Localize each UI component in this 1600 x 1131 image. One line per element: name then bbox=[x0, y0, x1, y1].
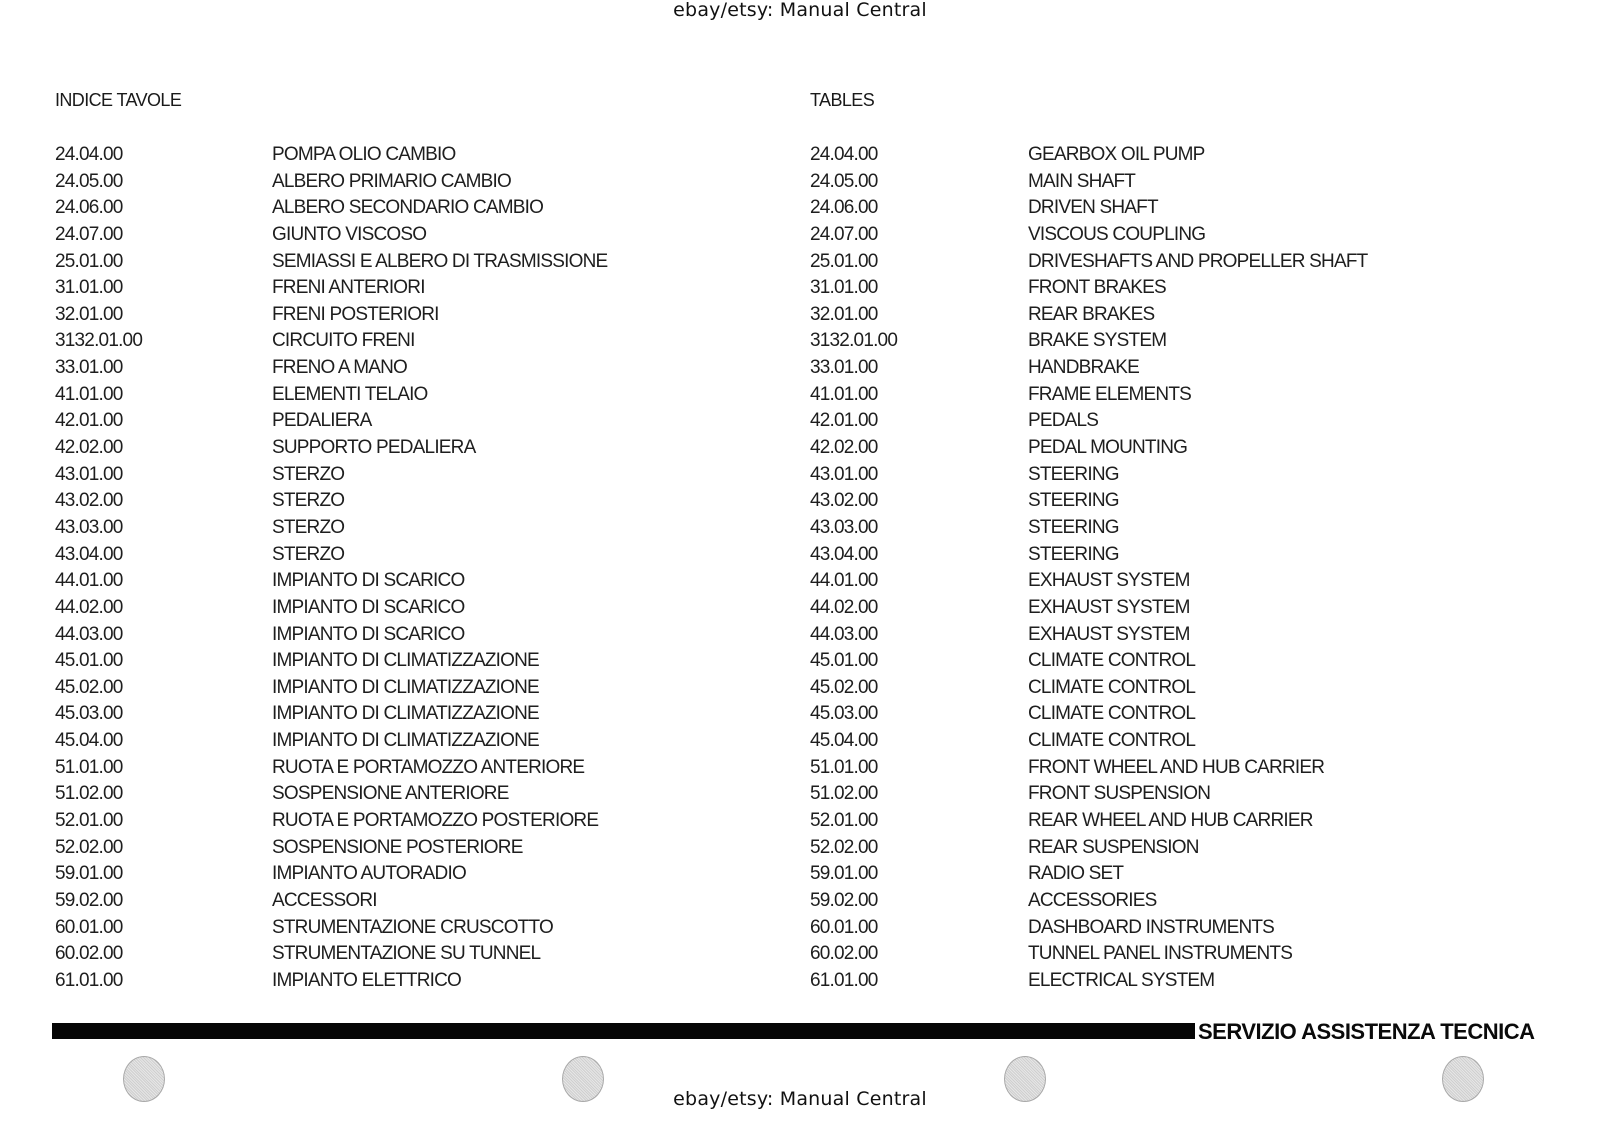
table-code: 45.04.00 bbox=[55, 730, 123, 752]
table-description: CLIMATE CONTROL bbox=[1028, 650, 1196, 672]
table-description: IMPIANTO DI CLIMATIZZAZIONE bbox=[272, 730, 539, 752]
table-description: FRAME ELEMENTS bbox=[1028, 383, 1191, 405]
table-description: CLIMATE CONTROL bbox=[1028, 676, 1196, 698]
table-description: EXHAUST SYSTEM bbox=[1028, 596, 1190, 618]
table-description: IMPIANTO DI SCARICO bbox=[272, 570, 465, 592]
table-description: IMPIANTO DI SCARICO bbox=[272, 596, 465, 618]
table-description: SUPPORTO PEDALIERA bbox=[272, 437, 476, 459]
table-code: 51.01.00 bbox=[55, 756, 123, 778]
table-code: 45.02.00 bbox=[810, 676, 878, 698]
table-code: 52.01.00 bbox=[810, 810, 878, 832]
table-description: ALBERO SECONDARIO CAMBIO bbox=[272, 197, 544, 219]
table-code: 24.06.00 bbox=[810, 197, 878, 219]
table-description: BRAKE SYSTEM bbox=[1028, 330, 1167, 352]
table-code: 31.01.00 bbox=[55, 277, 123, 299]
table-description: SEMIASSI E ALBERO DI TRASMISSIONE bbox=[272, 250, 608, 272]
table-description: REAR WHEEL AND HUB CARRIER bbox=[1028, 810, 1313, 832]
table-code: 24.07.00 bbox=[55, 223, 123, 245]
table-description: GIUNTO VISCOSO bbox=[272, 223, 427, 245]
table-description: FRONT WHEEL AND HUB CARRIER bbox=[1028, 756, 1325, 778]
table-description: STERZO bbox=[272, 463, 345, 485]
table-code: 42.02.00 bbox=[55, 437, 123, 459]
table-code: 43.02.00 bbox=[810, 490, 878, 512]
table-description: VISCOUS COUPLING bbox=[1028, 223, 1206, 245]
table-code: 44.03.00 bbox=[810, 623, 878, 645]
table-code: 41.01.00 bbox=[810, 383, 878, 405]
table-code: 25.01.00 bbox=[810, 250, 878, 272]
table-description: EXHAUST SYSTEM bbox=[1028, 570, 1190, 592]
table-description: ELEMENTI TELAIO bbox=[272, 383, 428, 405]
table-code: 60.02.00 bbox=[55, 943, 123, 965]
english-description-column bbox=[1028, 144, 1367, 997]
watermark-bottom: ebay/etsy: Manual Central bbox=[673, 1088, 927, 1110]
table-code: 24.04.00 bbox=[810, 144, 878, 165]
table-description: POMPA OLIO CAMBIO bbox=[272, 144, 456, 165]
table-code: 60.02.00 bbox=[810, 943, 878, 965]
table-code: 24.05.00 bbox=[810, 170, 878, 192]
table-code: 24.06.00 bbox=[55, 197, 123, 219]
table-code: 43.04.00 bbox=[810, 543, 878, 565]
table-description: IMPIANTO ELETTRICO bbox=[272, 969, 461, 991]
table-description: STERZO bbox=[272, 543, 345, 565]
table-code: 44.02.00 bbox=[810, 596, 878, 618]
table-description: ELECTRICAL SYSTEM bbox=[1028, 969, 1215, 991]
table-description: CIRCUITO FRENI bbox=[272, 330, 415, 352]
table-code: 59.02.00 bbox=[810, 889, 878, 911]
table-code: 59.01.00 bbox=[810, 863, 878, 885]
italian-code-column bbox=[55, 144, 142, 997]
table-code: 32.01.00 bbox=[55, 303, 123, 325]
table-description: IMPIANTO DI CLIMATIZZAZIONE bbox=[272, 703, 539, 725]
table-description: STRUMENTAZIONE CRUSCOTTO bbox=[272, 916, 553, 938]
table-description: TUNNEL PANEL INSTRUMENTS bbox=[1028, 943, 1293, 965]
table-description: STERZO bbox=[272, 490, 345, 512]
table-code: 52.02.00 bbox=[810, 836, 878, 858]
table-code: 51.02.00 bbox=[55, 783, 123, 805]
footer-black-bar bbox=[52, 1023, 1195, 1039]
table-description: MAIN SHAFT bbox=[1028, 170, 1136, 192]
table-description: PEDALIERA bbox=[272, 410, 372, 432]
table-description: IMPIANTO DI CLIMATIZZAZIONE bbox=[272, 650, 539, 672]
table-code: 61.01.00 bbox=[55, 969, 123, 991]
table-code: 45.02.00 bbox=[55, 676, 123, 698]
table-code: 45.03.00 bbox=[810, 703, 878, 725]
table-description: CLIMATE CONTROL bbox=[1028, 730, 1196, 752]
table-code: 33.01.00 bbox=[810, 357, 878, 379]
italian-index-heading: INDICE TAVOLE bbox=[55, 90, 182, 110]
table-code: 43.01.00 bbox=[810, 463, 878, 485]
table-code: 44.01.00 bbox=[810, 570, 878, 592]
table-code: 45.01.00 bbox=[55, 650, 123, 672]
table-code: 24.07.00 bbox=[810, 223, 878, 245]
table-description: IMPIANTO DI SCARICO bbox=[272, 623, 465, 645]
table-description: CLIMATE CONTROL bbox=[1028, 703, 1196, 725]
table-description: STEERING bbox=[1028, 516, 1119, 538]
table-description: SOSPENSIONE ANTERIORE bbox=[272, 783, 509, 805]
table-code: 32.01.00 bbox=[810, 303, 878, 325]
table-code: 52.01.00 bbox=[55, 810, 123, 832]
table-code: 45.04.00 bbox=[810, 730, 878, 752]
english-index-heading: TABLES bbox=[810, 90, 875, 110]
table-description: FRENI POSTERIORI bbox=[272, 303, 439, 325]
table-code: 3132.01.00 bbox=[55, 330, 143, 352]
table-code: 44.01.00 bbox=[55, 570, 123, 592]
table-code: 24.05.00 bbox=[55, 170, 123, 192]
table-code: 43.03.00 bbox=[55, 516, 123, 538]
table-description: EXHAUST SYSTEM bbox=[1028, 623, 1190, 645]
table-description: REAR SUSPENSION bbox=[1028, 836, 1199, 858]
table-code: 59.01.00 bbox=[55, 863, 123, 885]
table-code: 44.02.00 bbox=[55, 596, 123, 618]
table-code: 43.04.00 bbox=[55, 543, 123, 565]
table-code: 24.04.00 bbox=[55, 144, 123, 165]
table-description: ACCESSORI bbox=[272, 889, 377, 911]
table-description: HANDBRAKE bbox=[1028, 357, 1140, 379]
table-code: 52.02.00 bbox=[55, 836, 123, 858]
table-description: DRIVESHAFTS AND PROPELLER SHAFT bbox=[1028, 250, 1368, 272]
table-code: 44.03.00 bbox=[55, 623, 123, 645]
table-code: 3132.01.00 bbox=[810, 330, 898, 352]
table-description: ACCESSORIES bbox=[1028, 889, 1157, 911]
table-description: STERZO bbox=[272, 516, 345, 538]
table-description: STEERING bbox=[1028, 463, 1119, 485]
table-code: 61.01.00 bbox=[810, 969, 878, 991]
table-code: 33.01.00 bbox=[55, 357, 123, 379]
table-description: IMPIANTO AUTORADIO bbox=[272, 863, 466, 885]
table-description: STEERING bbox=[1028, 543, 1119, 565]
table-code: 51.01.00 bbox=[810, 756, 878, 778]
table-code: 31.01.00 bbox=[810, 277, 878, 299]
table-description: FRENI ANTERIORI bbox=[272, 277, 425, 299]
table-code: 60.01.00 bbox=[55, 916, 123, 938]
table-description: RUOTA E PORTAMOZZO POSTERIORE bbox=[272, 810, 599, 832]
table-description: FRONT SUSPENSION bbox=[1028, 783, 1211, 805]
table-code: 42.01.00 bbox=[810, 410, 878, 432]
table-description: STRUMENTAZIONE SU TUNNEL bbox=[272, 943, 541, 965]
table-code: 25.01.00 bbox=[55, 250, 123, 272]
table-code: 51.02.00 bbox=[810, 783, 878, 805]
table-description: ALBERO PRIMARIO CAMBIO bbox=[272, 170, 511, 192]
table-code: 42.01.00 bbox=[55, 410, 123, 432]
table-code: 43.01.00 bbox=[55, 463, 123, 485]
table-description: RADIO SET bbox=[1028, 863, 1124, 885]
table-description: REAR BRAKES bbox=[1028, 303, 1155, 325]
table-description: PEDAL MOUNTING bbox=[1028, 437, 1188, 459]
table-code: 42.02.00 bbox=[810, 437, 878, 459]
table-description: FRENO A MANO bbox=[272, 357, 408, 379]
table-description: DASHBOARD INSTRUMENTS bbox=[1028, 916, 1275, 938]
table-description: SOSPENSIONE POSTERIORE bbox=[272, 836, 523, 858]
table-description: DRIVEN SHAFT bbox=[1028, 197, 1158, 219]
table-code: 45.03.00 bbox=[55, 703, 123, 725]
table-description: PEDALS bbox=[1028, 410, 1099, 432]
footer-title: SERVIZIO ASSISTENZA TECNICA bbox=[1198, 1019, 1535, 1044]
table-description: STEERING bbox=[1028, 490, 1119, 512]
english-code-column bbox=[810, 144, 897, 997]
watermark-top: ebay/etsy: Manual Central bbox=[673, 0, 927, 21]
table-code: 59.02.00 bbox=[55, 889, 123, 911]
table-code: 43.02.00 bbox=[55, 490, 123, 512]
table-code: 41.01.00 bbox=[55, 383, 123, 405]
table-description: RUOTA E PORTAMOZZO ANTERIORE bbox=[272, 756, 585, 778]
italian-description-column bbox=[272, 144, 607, 997]
table-code: 43.03.00 bbox=[810, 516, 878, 538]
table-description: IMPIANTO DI CLIMATIZZAZIONE bbox=[272, 676, 539, 698]
table-code: 45.01.00 bbox=[810, 650, 878, 672]
table-description: FRONT BRAKES bbox=[1028, 277, 1166, 299]
table-code: 60.01.00 bbox=[810, 916, 878, 938]
table-description: GEARBOX OIL PUMP bbox=[1028, 144, 1205, 165]
